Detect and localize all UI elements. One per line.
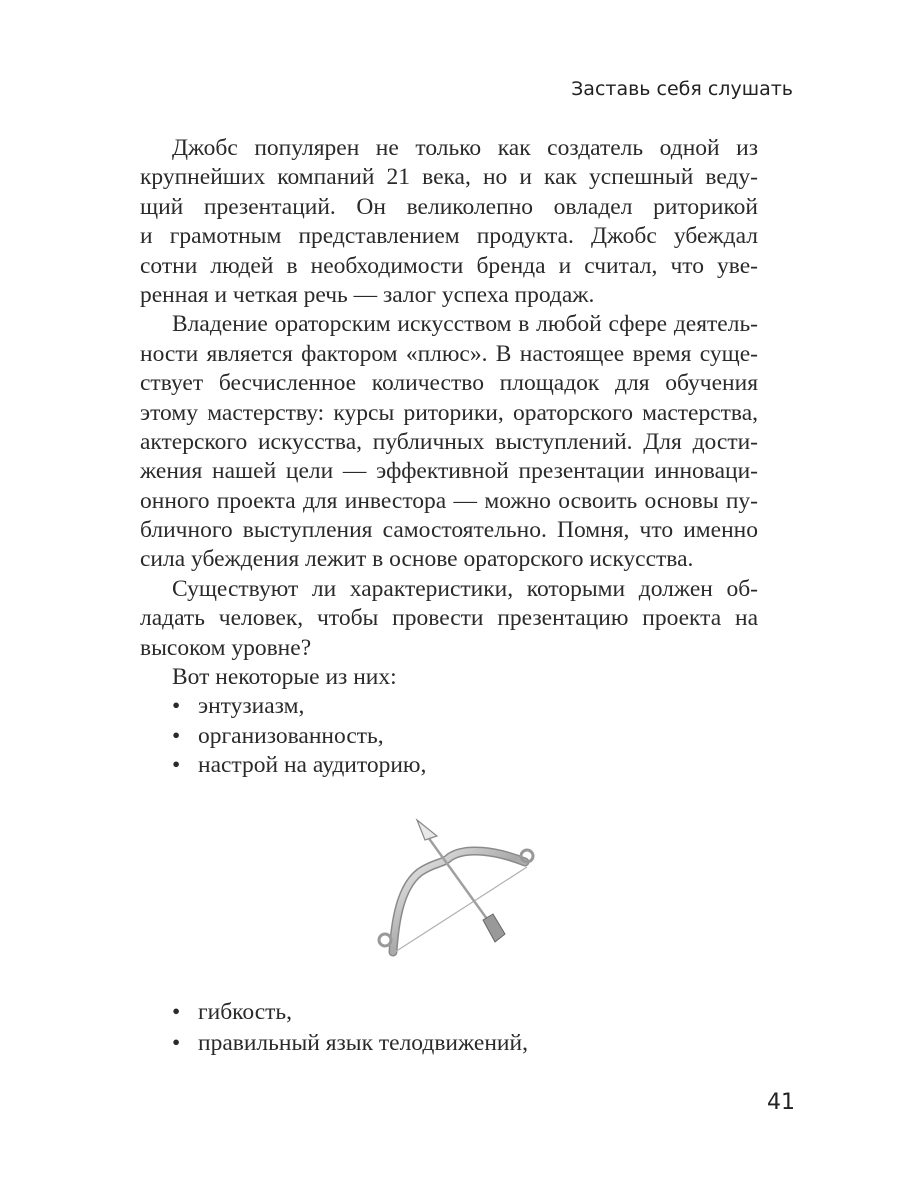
text-line: Владение ораторским искусством в любой сфере деятель-: [172, 311, 758, 338]
list-item: [140, 1029, 758, 1060]
text-line: бличного выступления самостоятельно. Помня, что именно: [140, 517, 758, 544]
bow-and-arrow-illustration: [355, 812, 545, 972]
bullet-icon: •: [172, 693, 181, 720]
paragraph-3: [140, 575, 758, 663]
list-item-text: правильный язык телодвижений,: [198, 1030, 528, 1056]
list-item-text: организованность,: [198, 722, 384, 749]
list-item: [140, 751, 758, 780]
text-line: этому мастерству: курсы риторики, ораторского мастерства,: [140, 399, 758, 426]
text-line: и грамотным представлением продукта. Джобс убеждал: [140, 223, 758, 250]
list-item-text: настрой на аудиторию,: [198, 752, 427, 779]
list-item: [140, 722, 758, 751]
paragraph-1: [140, 134, 758, 310]
bullet-list: [140, 692, 758, 780]
page-number: 41: [767, 1090, 795, 1115]
text-line: крупнейших компаний 21 века, но и как успешный веду-: [140, 164, 758, 191]
text-line: ствует бесчисленное количество площадок для обучения: [140, 370, 758, 397]
bullet-icon: •: [172, 1030, 181, 1056]
text-line: сотни людей в необходимости бренда и считал, что уве-: [140, 252, 758, 279]
text-line: актерского искусства, публичных выступлений. Для дости-: [140, 428, 758, 455]
bullet-icon: •: [172, 752, 181, 779]
paragraph-4: [140, 663, 758, 692]
bullet-icon: •: [172, 999, 181, 1025]
list-item-text: энтузиазм,: [198, 693, 305, 720]
text-line: Существуют ли характеристики, которыми должен об-: [172, 575, 758, 602]
text-line: жения нашей цели — эффективной презентации инноваци-: [140, 458, 758, 485]
bullet-list-continued: [140, 998, 758, 1060]
text-line: ладать человек, чтобы провести презентацию проекта на: [140, 605, 758, 632]
text-line: Вот некоторые из них:: [172, 664, 397, 691]
body-text: [140, 134, 758, 781]
running-header: Заставь себя слушать: [571, 78, 793, 100]
text-line: онного проекта для инвестора — можно освоить основы пу-: [140, 487, 758, 514]
text-line: щий презентаций. Он великолепно овладел риторикой: [140, 193, 758, 220]
bullet-icon: •: [172, 722, 181, 749]
text-line: Джобс популярен не только как создатель одной из: [172, 135, 758, 161]
paragraph-2: [140, 310, 758, 575]
list-item: [140, 998, 758, 1029]
list-item: [140, 692, 758, 721]
text-line: ренная и четкая речь — залог успеха продаж.: [140, 281, 595, 308]
text-line: ности является фактором «плюс». В настоящее время суще-: [140, 340, 758, 367]
text-line: высоком уровне?: [140, 634, 312, 661]
text-line: сила убеждения лежит в основе ораторского искусства.: [140, 546, 694, 573]
list-item-text: гибкость,: [198, 999, 293, 1025]
